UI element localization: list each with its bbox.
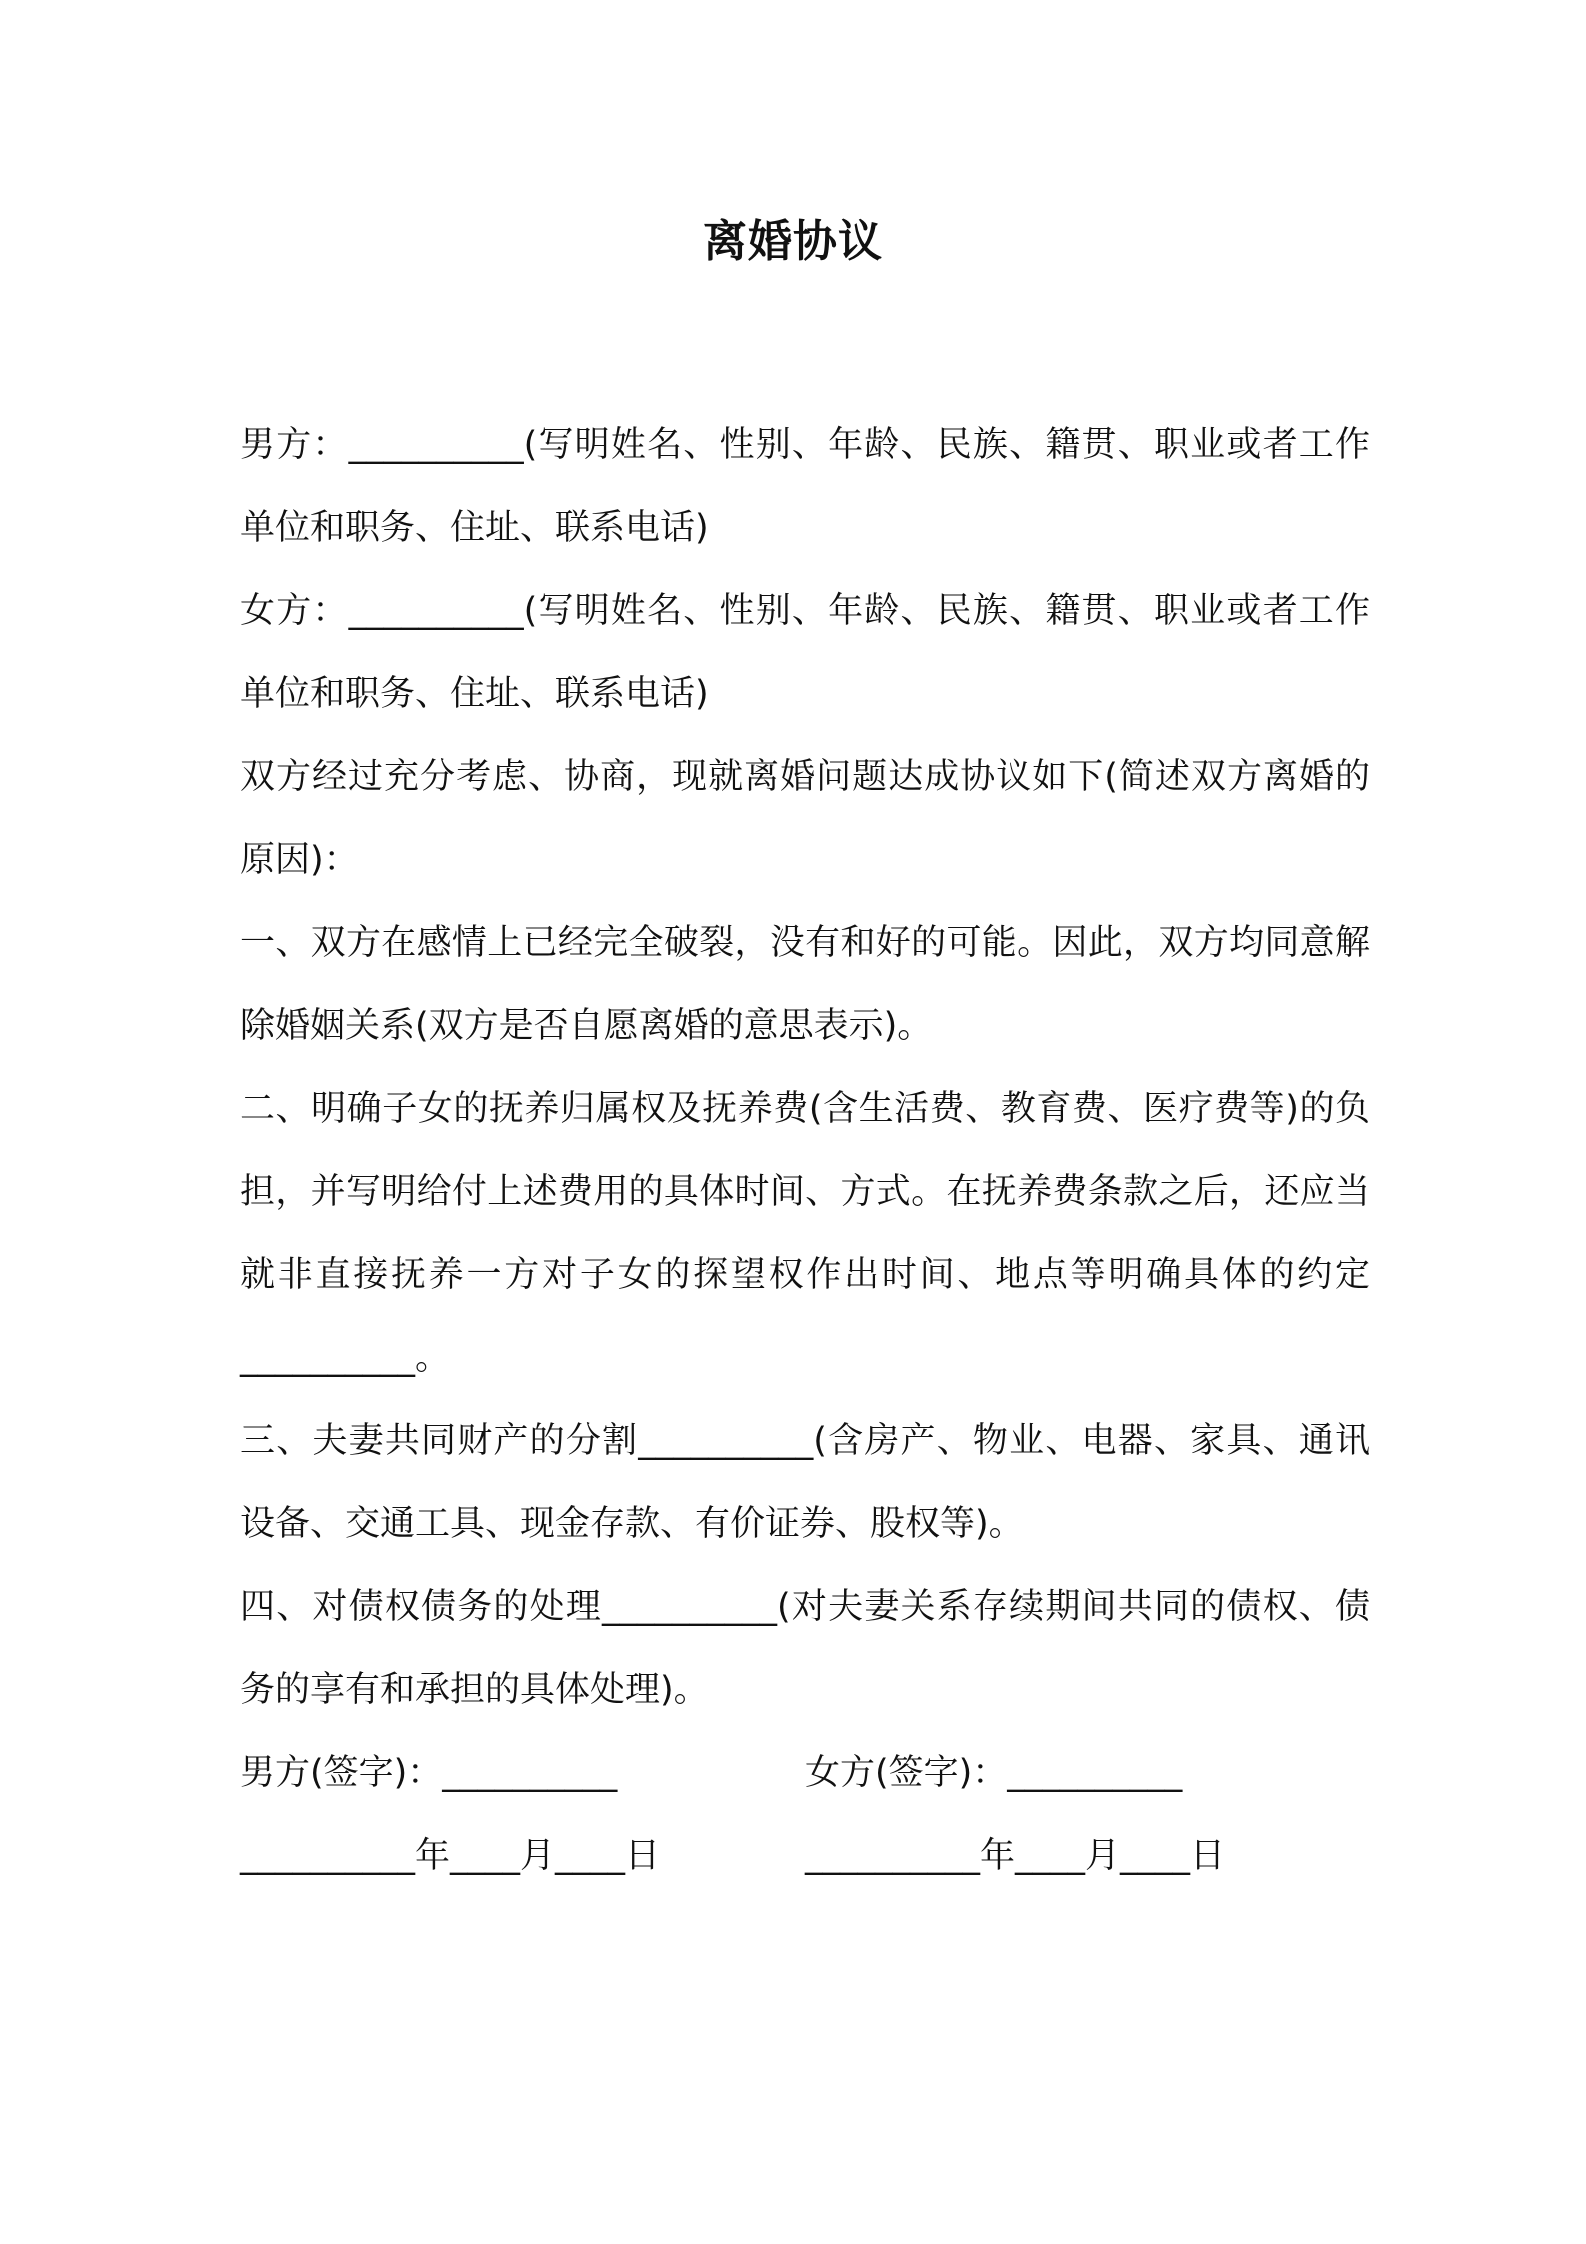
female-party-paragraph: 女方：__________(写明姓名、性别、年龄、民族、籍贯、职业或者工作单位和职务、住址、联系电话) [240,591,1370,714]
document-title: 离婚协议 [703,216,883,267]
female-date-line: __________年____月____日 [805,1836,1226,1876]
agreement-intro-paragraph: 双方经过充分考虑、协商，现就离婚问题达成协议如下(简述双方离婚的原因)： [240,757,1370,880]
document-body [240,404,1370,1898]
clause-two-paragraph: 二、明确子女的抚养归属权及抚养费(含生活费、教育费、医疗费等)的负担，并写明给付上述费用的具体时间、方式。在抚养费条款之后，还应当就非直接抚养一方对子女的探望权作出时间、地点等明确具体的约定__________。 [240,1089,1370,1378]
signature-row [240,1732,1370,1815]
male-date-line: __________年____月____日 [240,1836,661,1876]
female-signature-line: 女方(签字)：__________ [805,1753,1183,1793]
clause-four-paragraph: 四、对债权债务的处理__________(对夫妻关系存续期间共同的债权、债务的享有和承担的具体处理)。 [240,1587,1370,1710]
clause-one-paragraph: 一、双方在感情上已经完全破裂，没有和好的可能。因此，双方均同意解除婚姻关系(双方是否自愿离婚的意思表示)。 [240,923,1370,1046]
date-row [240,1815,1370,1898]
male-signature-line: 男方(签字)：__________ [240,1753,618,1793]
clause-three-paragraph: 三、夫妻共同财产的分割__________(含房产、物业、电器、家具、通讯设备、交通工具、现金存款、有价证券、股权等)。 [240,1421,1370,1544]
male-party-paragraph: 男方：__________(写明姓名、性别、年龄、民族、籍贯、职业或者工作单位和职务、住址、联系电话) [240,425,1370,548]
